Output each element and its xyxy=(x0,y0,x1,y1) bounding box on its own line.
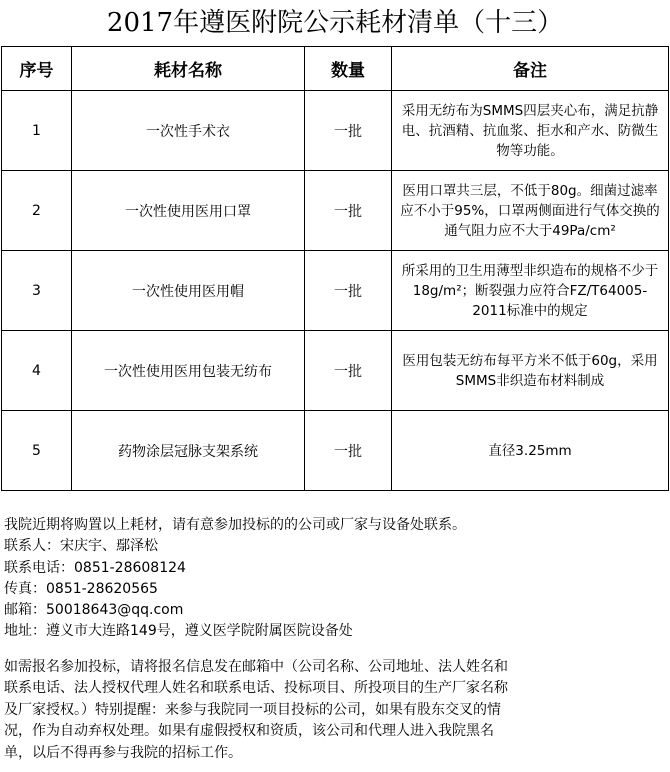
contact-fax: 传真：0851-28620565 xyxy=(4,580,158,597)
row-qty: 一批 xyxy=(305,91,392,171)
row-no: 3 xyxy=(2,251,72,331)
contact-phone: 联系电话：0851-28608124 xyxy=(4,559,186,576)
row-no: 5 xyxy=(2,411,72,491)
contact-section xyxy=(4,515,666,764)
column-header-name: 耗材名称 xyxy=(72,47,305,91)
row-no: 4 xyxy=(2,331,72,411)
row-name: 药物涂层冠脉支架系统 xyxy=(72,411,305,491)
consumables-table xyxy=(1,46,669,491)
row-no: 2 xyxy=(2,171,72,251)
intro-text: 我院近期将购置以上耗材，请有意参加投标的的公司或厂家与设备处联系。 xyxy=(4,517,466,533)
row-note: 采用无纺布为SMMS四层夹心布，满足抗静电、抗酒精、抗血浆、拒水和产水、防微生物等功能。 xyxy=(392,91,669,171)
row-qty: 一批 xyxy=(305,331,392,411)
row-note: 直径3.25mm xyxy=(392,411,669,491)
row-note: 医用口罩共三层，不低于80g。细菌过滤率应不小于95%，口罩两侧面进行气体交换的通气阻力应不大于49Pa/cm² xyxy=(392,171,669,251)
row-note: 医用包装无纺布每平方米不低于60g，采用SMMS非织造布材料制成 xyxy=(392,331,669,411)
contact-email[interactable]: 邮箱：50018643@qq.com xyxy=(4,602,184,619)
table-row xyxy=(2,251,669,331)
registration-notice: 如需报名参加投标，请将报名信息发在邮箱中（公司名称、公司地址、法人姓名和 联系电话、法人授权代理人姓名和联系电话、投标项目、所投项目的生产厂家名称 及厂家授权。）特别提醒：来参与我院同一项目投标的公司，如果有股东交叉的情 况，作为自动弃权处理。如果有虚假授权和资质，该公司和代理人进入我院黑名 单，以后不得再参与我院的招标工作。 xyxy=(4,658,508,761)
table-row xyxy=(2,331,669,411)
row-name: 一次性使用医用帽 xyxy=(72,251,305,331)
page-title: 2017年遵医附院公示耗材清单（十三） xyxy=(106,8,564,38)
contact-person: 联系人：宋庆宇、鄢泽松 xyxy=(4,538,158,555)
column-header-qty: 数量 xyxy=(305,47,392,91)
column-header-no: 序号 xyxy=(2,47,72,91)
table-row xyxy=(2,411,669,491)
row-name: 一次性使用医用包装无纺布 xyxy=(72,331,305,411)
row-qty: 一批 xyxy=(305,411,392,491)
contact-address: 地址：遵义市大连路149号，遵义医学院附属医院设备处 xyxy=(4,623,353,640)
table-header-row xyxy=(2,47,669,91)
row-no: 1 xyxy=(2,91,72,171)
row-name: 一次性手术衣 xyxy=(72,91,305,171)
row-qty: 一批 xyxy=(305,251,392,331)
row-name: 一次性使用医用口罩 xyxy=(72,171,305,251)
row-qty: 一批 xyxy=(305,171,392,251)
table-row xyxy=(2,91,669,171)
row-note: 所采用的卫生用薄型非织造布的规格不少于18g/m²；断裂强力应符合FZ/T64005-2011标准中的规定 xyxy=(392,251,669,331)
table-row xyxy=(2,171,669,251)
column-header-note: 备注 xyxy=(392,47,669,91)
